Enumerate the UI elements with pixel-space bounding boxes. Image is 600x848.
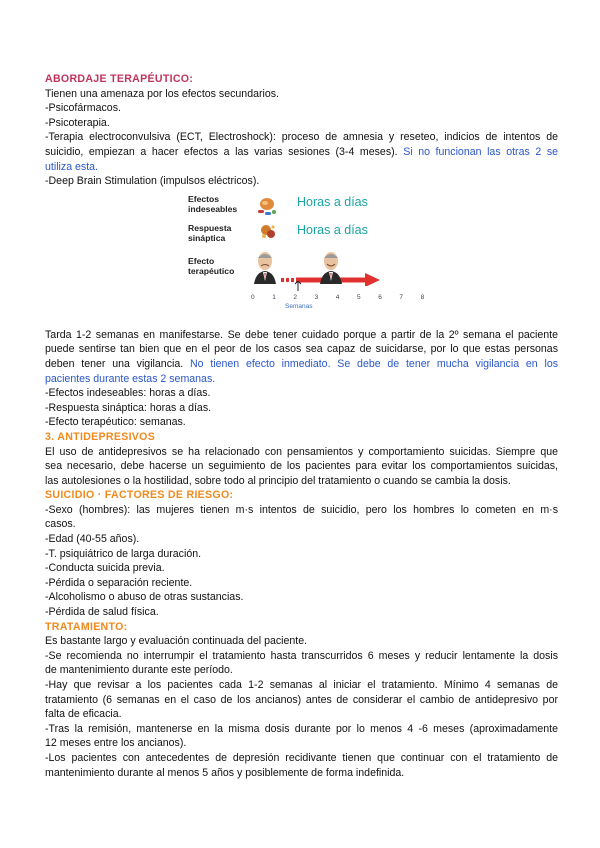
treatment-line: mantenimiento durante al menos 5 años y posiblemente de forma indefinida. — [45, 766, 405, 779]
therapy-item: -Psicoterapia. — [45, 116, 110, 129]
onset-line — [45, 357, 558, 372]
axis-tick-label: 7 — [399, 293, 404, 301]
axis-tick-label: 6 — [378, 293, 382, 301]
onset-item: -Efectos indeseables: horas a días. — [45, 387, 211, 400]
risk-item: -T. psiquiátrico de larga duración. — [45, 547, 202, 560]
axis-tick-label: 0 — [251, 293, 255, 301]
onset-note-end: pacientes durante estas 2 semanas. — [45, 372, 216, 385]
figure-label-line: terapéutico — [188, 265, 235, 276]
risk-item: -Alcoholismo o abuso de otras sustancias. — [45, 591, 244, 604]
therapy-item: -Psicofármacos. — [45, 102, 121, 115]
ect-note-end: utiliza esta. — [45, 160, 98, 173]
risk-heading: SUICIDIO · FACTORES DE RIESGO: — [45, 489, 234, 502]
figure-value-synaptic: Horas a días — [297, 222, 368, 237]
figure-label-line: Efecto — [188, 255, 215, 266]
figure-label-synaptic — [188, 223, 231, 243]
onset-text: deben tener una vigilancia. — [45, 357, 190, 370]
happy-face-icon — [318, 250, 344, 284]
onset-item: -Efecto terapéutico: semanas. — [45, 416, 186, 429]
treatment-line: de mantenimiento durante este período. — [45, 664, 233, 677]
risk-item: -Pérdida de salud física. — [45, 606, 159, 619]
treatment-line: -Se recomienda no interrumpir el tratamiento hasta transcurridos 6 meses y reducir lentamente la dosis — [45, 649, 558, 662]
synapse-icon — [258, 222, 278, 242]
sad-face-icon — [252, 250, 278, 284]
therapy-intro: Tienen una amenaza por los efectos secundarios. — [45, 87, 279, 100]
figure-value-side-effects: Horas a días — [297, 194, 368, 209]
dbs-item: -Deep Brain Stimulation (impulsos eléctricos). — [45, 175, 260, 188]
treatment-line: -Hay que revisar a los pacientes cada 1-2 semanas al iniciar el tratamiento. Mínimo 4 semanas de — [45, 679, 558, 691]
treatment-line: 12 meses entre los ancianos). — [45, 737, 187, 750]
treatment-line: falta de eficacia. — [45, 708, 122, 721]
figure-label-line: Respuesta — [188, 222, 232, 233]
risk-sex-line: casos. — [45, 518, 76, 531]
risk-item: -Conducta suicida previa. — [45, 562, 165, 575]
ect-line: -Terapia electroconvulsiva (ECT, Electroshock): proceso de amnesia y reseteo, indicios de intentos de — [45, 131, 558, 144]
ect-note: Si no funcionan las otras 2 se — [403, 145, 559, 158]
risk-item: -Pérdida o separación reciente. — [45, 576, 193, 589]
treatment-line: -Tras la remisión, mantenerse en la misma dosis durante por lo menos 4 -6 meses (aproximadamente — [45, 722, 558, 735]
axis-tick-label: 2 — [293, 293, 298, 301]
antidepressants-line: las autolesiones o la hostilidad, sobre todo al principio del tratamiento o cuando se cambia la dosis. — [45, 474, 511, 487]
ect-line — [45, 145, 558, 160]
ect-text: suicidio, empiezan a hacer efectos a las varias sesiones (3-4 meses). — [45, 145, 404, 158]
stomach-pills-icon — [255, 194, 279, 218]
onset-line: puede sentirse tan bien que en el peor de los casos sea capaz de suicidarse, por lo que estas personas — [45, 343, 558, 356]
therapy-heading: ABORDAJE TERAPÉUTICO: — [45, 73, 194, 85]
antidepressants-line: El uso de antidepresivos se ha relacionado con pensamientos y comportamiento suicidas. Siempre que — [45, 445, 558, 458]
antidepressants-heading: 3. ANTIDEPRESIVOS — [45, 430, 156, 443]
figure-label-line: sináptica — [188, 232, 226, 243]
figure-label-line: Efectos — [188, 193, 220, 204]
onset-marker-icon — [292, 281, 304, 291]
treatment-line: -Los pacientes con antecedentes de depresión recidivante tienen que continuar con el tratamiento de — [45, 751, 558, 764]
treatment-intro: Es bastante largo y evaluación continuada del paciente. — [45, 635, 308, 648]
axis-tick-label: 1 — [272, 293, 276, 301]
antidepressants-line: sea necesario, debe hacerse un seguimiento de los pacientes para evitar los comportamientos suicidas, — [45, 460, 558, 473]
axis-tick-label: 5 — [357, 293, 361, 301]
onset-figure — [45, 190, 558, 325]
onset-item: -Respuesta sináptica: horas a días. — [45, 401, 212, 414]
axis-tick-label: 3 — [314, 293, 319, 301]
figure-label-therapeutic — [188, 256, 234, 276]
axis-caption: Semanas — [285, 302, 313, 310]
risk-sex-line: -Sexo (hombres): las mujeres tienen m·s intentos de suicidio, pero los hombres lo cometen en m·s — [45, 503, 558, 516]
treatment-line: tratamiento (6 semanas en el caso de los ancianos) antes de considerar el cambio de antidepresivo por — [45, 693, 558, 706]
onset-line: Tarda 1-2 semanas en manifestarse. Se debe tener cuidado porque a partir de la 2º semana el paciente — [45, 328, 558, 341]
treatment-heading: TRATAMIENTO: — [45, 620, 128, 633]
figure-label-line: indeseables — [188, 203, 238, 214]
onset-note: No tienen efecto inmediato. Se debe de tener mucha vigilancia en los — [189, 357, 559, 370]
risk-item: -Edad (40-55 años). — [45, 533, 140, 546]
document-page — [45, 72, 558, 780]
figure-label-side-effects — [188, 194, 237, 214]
axis-tick-label: 4 — [335, 293, 340, 301]
axis-tick-label: 8 — [420, 293, 425, 301]
